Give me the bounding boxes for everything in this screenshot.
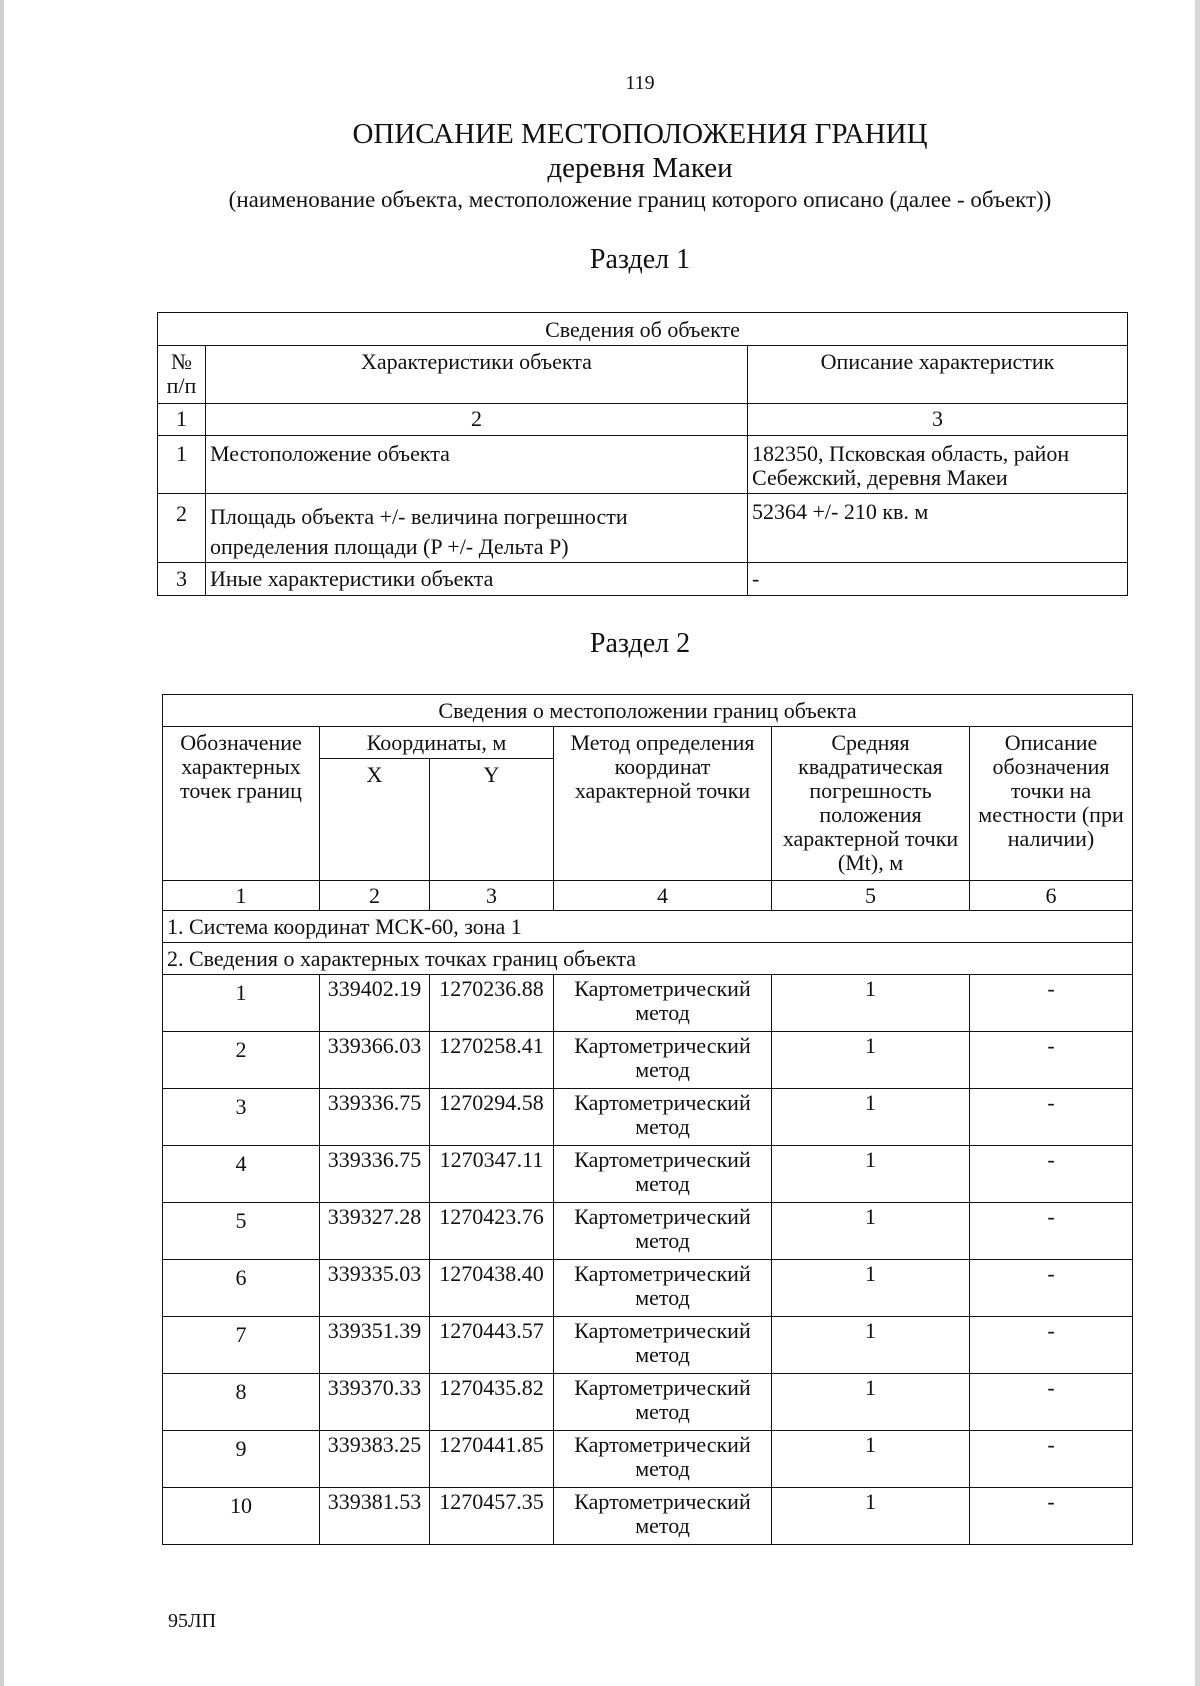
point-y: 1270294.58 xyxy=(430,1089,554,1146)
point-error: 1 xyxy=(772,1146,970,1203)
point-label: 4 xyxy=(163,1146,320,1203)
document-subtitle: деревня Макеи xyxy=(547,152,733,184)
point-y: 1270438.40 xyxy=(430,1260,554,1317)
header-method: Метод определения координат характерной точки xyxy=(554,727,772,881)
table-row xyxy=(163,1032,1133,1089)
point-desc: - xyxy=(970,1032,1133,1089)
header-num: № п/п xyxy=(158,346,206,404)
point-desc: - xyxy=(970,1431,1133,1488)
point-desc: - xyxy=(970,1317,1133,1374)
point-method: Картометрический метод xyxy=(554,1374,772,1431)
point-error: 1 xyxy=(772,1260,970,1317)
point-x: 339402.19 xyxy=(320,975,430,1032)
point-method: Картометрический метод xyxy=(554,1260,772,1317)
header-error: Средняя квадратическая погрешность положения характерной точки (Mt), м xyxy=(772,727,970,881)
point-y: 1270443.57 xyxy=(430,1317,554,1374)
section-1-heading: Раздел 1 xyxy=(589,244,691,275)
point-x: 339366.03 xyxy=(320,1032,430,1089)
header-point: Обозначение характерных точек границ xyxy=(163,727,320,881)
table-row xyxy=(158,494,1128,563)
point-error: 1 xyxy=(772,1032,970,1089)
point-label: 9 xyxy=(163,1431,320,1488)
index-cell: 6 xyxy=(970,881,1133,911)
header-desc: Описание обозначения точки на местности (при наличии) xyxy=(970,727,1133,881)
points-section-row: 2. Сведения о характерных точках границ объекта xyxy=(163,943,1133,975)
index-cell: 1 xyxy=(163,881,320,911)
point-error: 1 xyxy=(772,975,970,1032)
point-desc: - xyxy=(970,1146,1133,1203)
point-x: 339351.39 xyxy=(320,1317,430,1374)
table-row xyxy=(158,563,1128,596)
footer-document-code: 95ЛП xyxy=(168,1610,217,1632)
index-cell: 4 xyxy=(554,881,772,911)
point-y: 1270347.11 xyxy=(430,1146,554,1203)
table-row xyxy=(163,1488,1133,1545)
row-num: 2 xyxy=(158,494,206,563)
row-characteristic: Иные характеристики объекта xyxy=(206,563,748,596)
point-y: 1270457.35 xyxy=(430,1488,554,1545)
index-cell: 2 xyxy=(320,881,430,911)
point-label: 6 xyxy=(163,1260,320,1317)
point-error: 1 xyxy=(772,1431,970,1488)
point-method: Картометрический метод xyxy=(554,1089,772,1146)
object-info-table xyxy=(157,312,1128,596)
point-method: Картометрический метод xyxy=(554,1146,772,1203)
point-desc: - xyxy=(970,1374,1133,1431)
point-error: 1 xyxy=(772,1203,970,1260)
point-label: 5 xyxy=(163,1203,320,1260)
table-row xyxy=(163,1203,1133,1260)
table-row xyxy=(163,1260,1133,1317)
section-2-heading: Раздел 2 xyxy=(589,628,691,659)
row-description: 182350, Псковская область, район Себежский, деревня Макеи xyxy=(748,436,1128,494)
point-desc: - xyxy=(970,1488,1133,1545)
point-x: 339335.03 xyxy=(320,1260,430,1317)
point-label: 2 xyxy=(163,1032,320,1089)
row-num: 1 xyxy=(158,436,206,494)
point-x: 339383.25 xyxy=(320,1431,430,1488)
point-label: 1 xyxy=(163,975,320,1032)
document-caption: (наименование объекта, местоположение границ которого описано (далее - объект)) xyxy=(228,187,1052,212)
point-x: 339336.75 xyxy=(320,1146,430,1203)
point-y: 1270423.76 xyxy=(430,1203,554,1260)
row-characteristic: Площадь объекта +/- величина погрешности определения площади (P +/- Дельта P) xyxy=(206,494,748,563)
point-method: Картометрический метод xyxy=(554,1488,772,1545)
point-method: Картометрический метод xyxy=(554,1032,772,1089)
index-cell: 3 xyxy=(430,881,554,911)
point-y: 1270441.85 xyxy=(430,1431,554,1488)
point-y: 1270258.41 xyxy=(430,1032,554,1089)
point-error: 1 xyxy=(772,1488,970,1545)
index-cell: 5 xyxy=(772,881,970,911)
table-row xyxy=(163,1146,1133,1203)
header-description: Описание характеристик xyxy=(748,346,1128,404)
point-desc: - xyxy=(970,1203,1133,1260)
page-number: 119 xyxy=(625,72,655,94)
index-cell: 1 xyxy=(158,404,206,436)
table-row xyxy=(163,1089,1133,1146)
point-desc: - xyxy=(970,1260,1133,1317)
document-title: ОПИСАНИЕ МЕСТОПОЛОЖЕНИЯ ГРАНИЦ xyxy=(352,118,928,150)
point-label: 3 xyxy=(163,1089,320,1146)
index-cell: 3 xyxy=(748,404,1128,436)
header-characteristic: Характеристики объекта xyxy=(206,346,748,404)
point-desc: - xyxy=(970,1089,1133,1146)
boundary-table-title: Сведения о местоположении границ объекта xyxy=(163,695,1133,727)
header-coords: Координаты, м xyxy=(320,727,554,759)
point-label: 8 xyxy=(163,1374,320,1431)
table-row xyxy=(158,436,1128,494)
object-info-table-title: Сведения об объекте xyxy=(158,313,1128,346)
row-description: 52364 +/- 210 кв. м xyxy=(748,494,1128,563)
table-row xyxy=(163,1374,1133,1431)
row-characteristic: Местоположение объекта xyxy=(206,436,748,494)
point-error: 1 xyxy=(772,1374,970,1431)
point-label: 10 xyxy=(163,1488,320,1545)
point-desc: - xyxy=(970,975,1133,1032)
point-x: 339336.75 xyxy=(320,1089,430,1146)
point-label: 7 xyxy=(163,1317,320,1374)
coordinate-system-row: 1. Система координат МСК-60, зона 1 xyxy=(163,911,1133,943)
header-y: Y xyxy=(430,759,554,881)
point-x: 339381.53 xyxy=(320,1488,430,1545)
point-error: 1 xyxy=(772,1089,970,1146)
point-x: 339327.28 xyxy=(320,1203,430,1260)
row-description: - xyxy=(748,563,1128,596)
point-method: Картометрический метод xyxy=(554,1317,772,1374)
point-method: Картометрический метод xyxy=(554,1431,772,1488)
point-method: Картометрический метод xyxy=(554,975,772,1032)
point-error: 1 xyxy=(772,1317,970,1374)
boundary-points-table xyxy=(162,694,1133,1545)
point-x: 339370.33 xyxy=(320,1374,430,1431)
header-x: X xyxy=(320,759,430,881)
table-row xyxy=(163,1431,1133,1488)
table-row xyxy=(163,1317,1133,1374)
point-method: Картометрический метод xyxy=(554,1203,772,1260)
point-y: 1270435.82 xyxy=(430,1374,554,1431)
index-cell: 2 xyxy=(206,404,748,436)
table-row xyxy=(163,975,1133,1032)
point-y: 1270236.88 xyxy=(430,975,554,1032)
row-num: 3 xyxy=(158,563,206,596)
